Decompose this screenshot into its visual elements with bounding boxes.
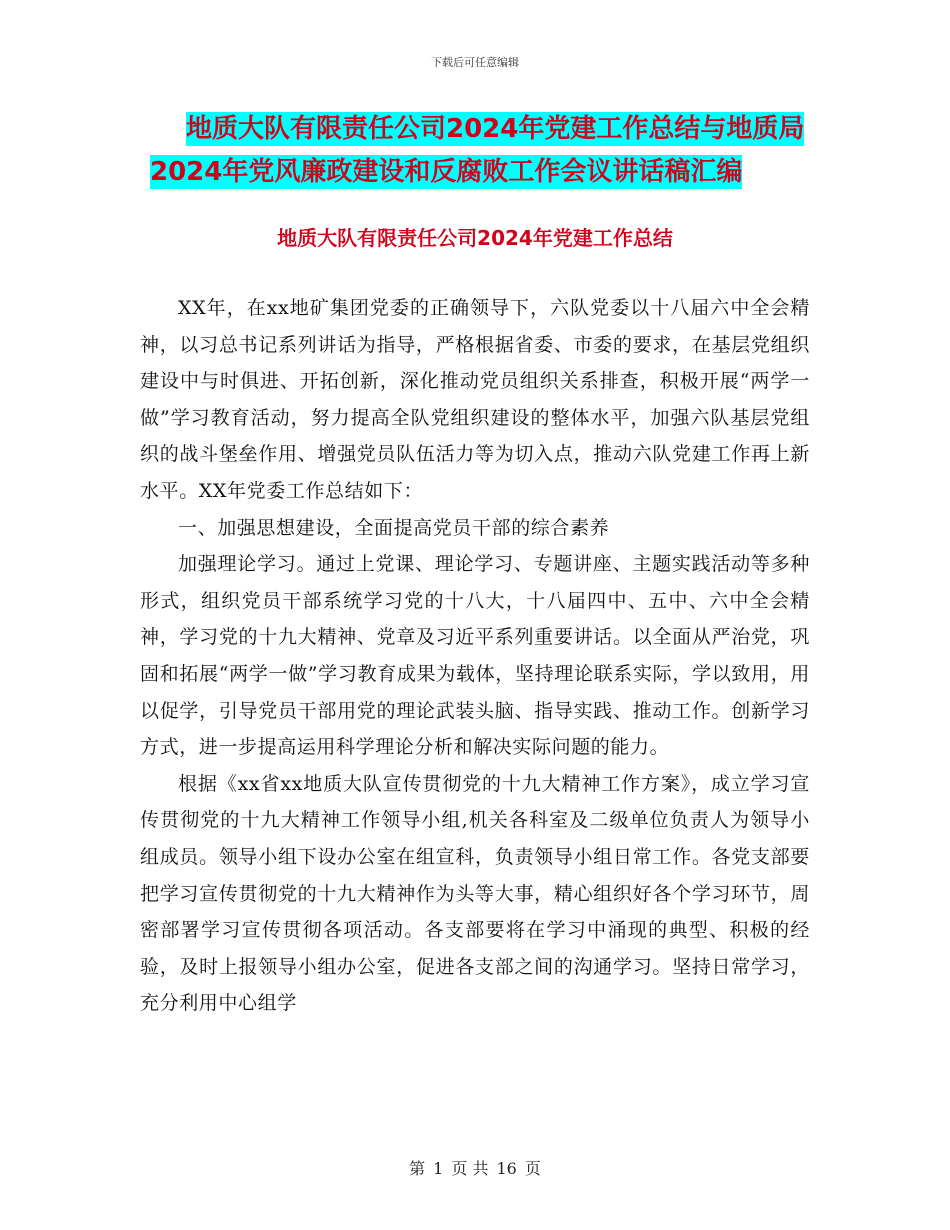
- header-note: 下载后可任意编辑: [431, 56, 519, 69]
- main-title-line-2: [150, 151, 850, 194]
- footer-page-number: 1: [433, 1159, 444, 1178]
- section-title: 地质大队有限责任公司2024年党建工作总结: [277, 226, 673, 250]
- page-footer: [0, 1156, 950, 1179]
- main-title-line-2-text: 2024年党风廉政建设和反腐败工作会议讲话稿汇编: [150, 157, 743, 187]
- document-main-title: [150, 108, 850, 194]
- main-title-line-1: [150, 108, 850, 151]
- footer-prefix: 第: [409, 1159, 426, 1178]
- footer-middle: 页 共: [451, 1159, 489, 1178]
- paragraph-heading-1: 一、加强思想建设，全面提高党员干部的综合素养: [178, 516, 610, 539]
- main-title-line-1-text: 地质大队有限责任公司2024年党建工作总结与地质局: [186, 114, 805, 144]
- paragraph-intro: XX年，在xx地矿集团党委的正确领导下，六队党委以十八届六中全会精神，以习总书记系列讲话为指导，严格根据省委、市委的要求，在基层党组织建设中与时俱进、开拓创新，深化推动党员组织关系排查，积极开展“两学一做”学习教育活动，努力提高全队党组织建设的整体水平，加强六队基层党组织的战斗堡垒作用、增强党员队伍活力等为切入点，推动六队党建工作再上新水平。XX年党委工作总结如下：: [140, 297, 810, 502]
- footer-suffix: 页: [524, 1159, 541, 1178]
- document-body: [140, 290, 810, 1022]
- paragraph-theory-study: 加强理论学习。通过上党课、理论学习、专题讲座、主题实践活动等多种形式，组织党员干部系统学习党的十八大，十八届四中、五中、六中全会精神，学习党的十九大精神、党章及习近平系列重要讲话。以全面从严治党，巩固和拓展“两学一做”学习教育成果为载体，坚持理论联系实际，学以致用，用以促学，引导党员干部用党的理论武装头脑、指导实践、推动工作。创新学习方式，进一步提高运用科学理论分析和解决实际问题的能力。: [140, 553, 810, 759]
- paragraph-work-plan: 根据《xx省xx地质大队宣传贯彻党的十九大精神工作方案》，成立学习宣传贯彻党的十九大精神工作领导小组,机关各科室及二级单位负责人为领导小组成员。领导小组下设办公室在组宣科，负责领导小组日常工作。各党支部要把学习宣传贯彻党的十九大精神作为头等大事，精心组织好各个学习环节，周密部署学习宣传贯彻各项活动。各支部要将在学习中涌现的典型、积极的经验，及时上报领导小组办公室，促进各支部之间的沟通学习。坚持日常学习，充分利用中心组学: [140, 772, 810, 1015]
- footer-total-pages: 16: [496, 1159, 517, 1178]
